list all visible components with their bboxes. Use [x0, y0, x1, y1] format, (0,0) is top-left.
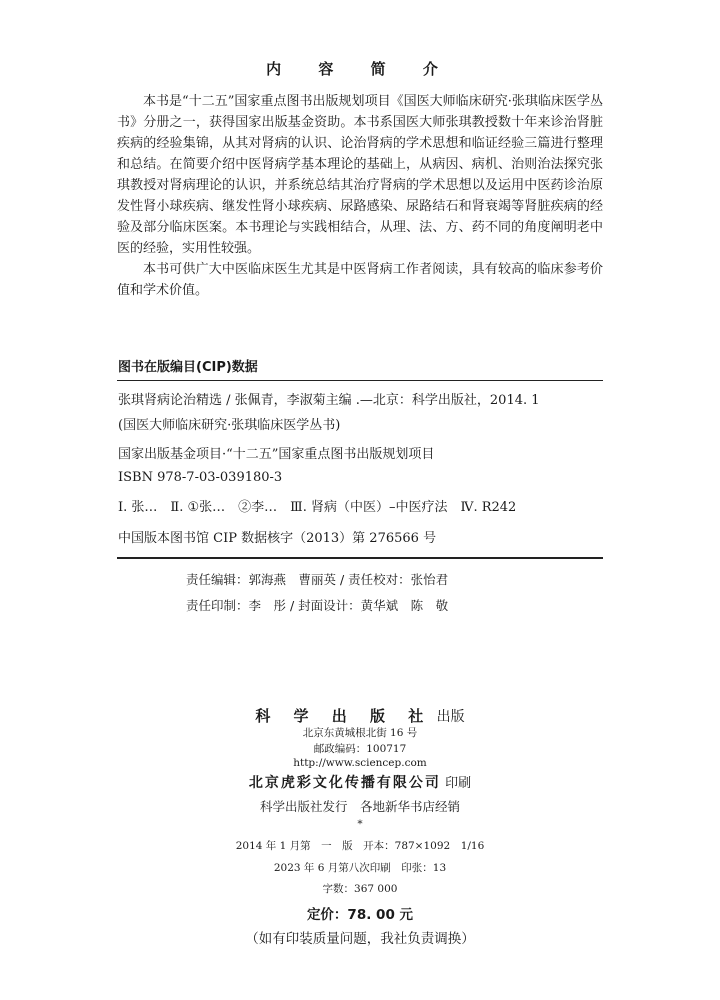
printer-suffix: 印刷: [445, 776, 472, 791]
quality-notice: （如有印装质量问题，我社负责调换）: [245, 931, 475, 947]
printer-line: [0, 772, 720, 792]
cip-line: (国医大师临床研究·张琪临床医学丛书): [118, 418, 341, 433]
publisher-url: http://www.sciencep.com: [293, 757, 427, 769]
editor-credits: 责任编辑：郭海燕 曹丽英 / 责任校对：张怡君: [186, 572, 449, 587]
edition-info: 2014 年 1 月第 一 版 开本：787×1092 1/16: [235, 840, 485, 852]
cip-line: Ⅰ. 张… Ⅱ. ①张… ②李… Ⅲ. 肾病（中医）–中医疗法 Ⅳ. R242: [118, 500, 517, 515]
price: 定价：78. 00 元: [306, 907, 414, 923]
intro-title: 内 容 简 介: [266, 60, 454, 78]
intro-paragraph: 本书可供广大中医临床医生尤其是中医肾病工作者阅读，具有较高的临床参考价值和学术价值。: [117, 262, 603, 298]
intro-text: [117, 91, 603, 301]
cip-heading: 图书在版编目(CIP)数据: [118, 360, 258, 375]
publisher-suffix: 出版: [436, 709, 465, 725]
printing-info: 2023 年 6 月第八次印刷 印张：13: [273, 862, 447, 874]
printer-name: 北京虎彩文化传播有限公司: [248, 775, 441, 791]
cip-bottom-rule: [117, 557, 603, 559]
cip-line: 中国版本图书馆 CIP 数据核字（2013）第 276566 号: [118, 531, 437, 546]
intro-paragraph: 本书是“十二五”国家重点图书出版规划项目《国医大师临床研究·张琪临床医学丛书》分册之一，获得国家出版基金资助。本书系国医大师张琪教授数十年来诊治肾脏疾病的经验集锦，从其对肾病的认识、论治肾病的学术思想和临证经验三篇进行整理和总结。在简要介绍中医肾病学基本理论的基础上，从病因、病机、治则治法探究张琪教授对肾病理论的认识，并系统总结其治疗肾病的学术思想以及运用中医药诊治原发性肾小球疾病、继发性肾小球疾病、尿路感染、尿路结石和肾衰竭等肾脏疾病的经验及部分临床医案。本书理论与实践相结合，从理、法、方、药不同的角度阐明老中医的经验，实用性较强。: [117, 94, 603, 256]
publisher-line: [0, 705, 720, 726]
cip-line: ISBN 978-7-03-039180-3: [118, 470, 283, 485]
separator-mark: *: [357, 818, 363, 830]
cip-top-rule: [117, 380, 603, 381]
cip-line: 张琪肾病论治精选 / 张佩青，李淑菊主编 .—北京：科学出版社，2014. 1: [118, 393, 540, 408]
publisher-name: 科 学 出 版 社: [255, 707, 433, 725]
word-count: 字数：367 000: [322, 883, 398, 895]
production-credits: 责任印制：李 彤 / 封面设计：黄华斌 陈 敬: [186, 598, 449, 613]
publisher-address: 北京东黄城根北街 16 号: [302, 727, 418, 739]
distribution-line: 科学出版社发行 各地新华书店经销: [259, 799, 460, 814]
publisher-postcode: 邮政编码：100717: [313, 743, 407, 755]
cip-line: 国家出版基金项目·“十二五”国家重点图书出版规划项目: [118, 447, 435, 462]
